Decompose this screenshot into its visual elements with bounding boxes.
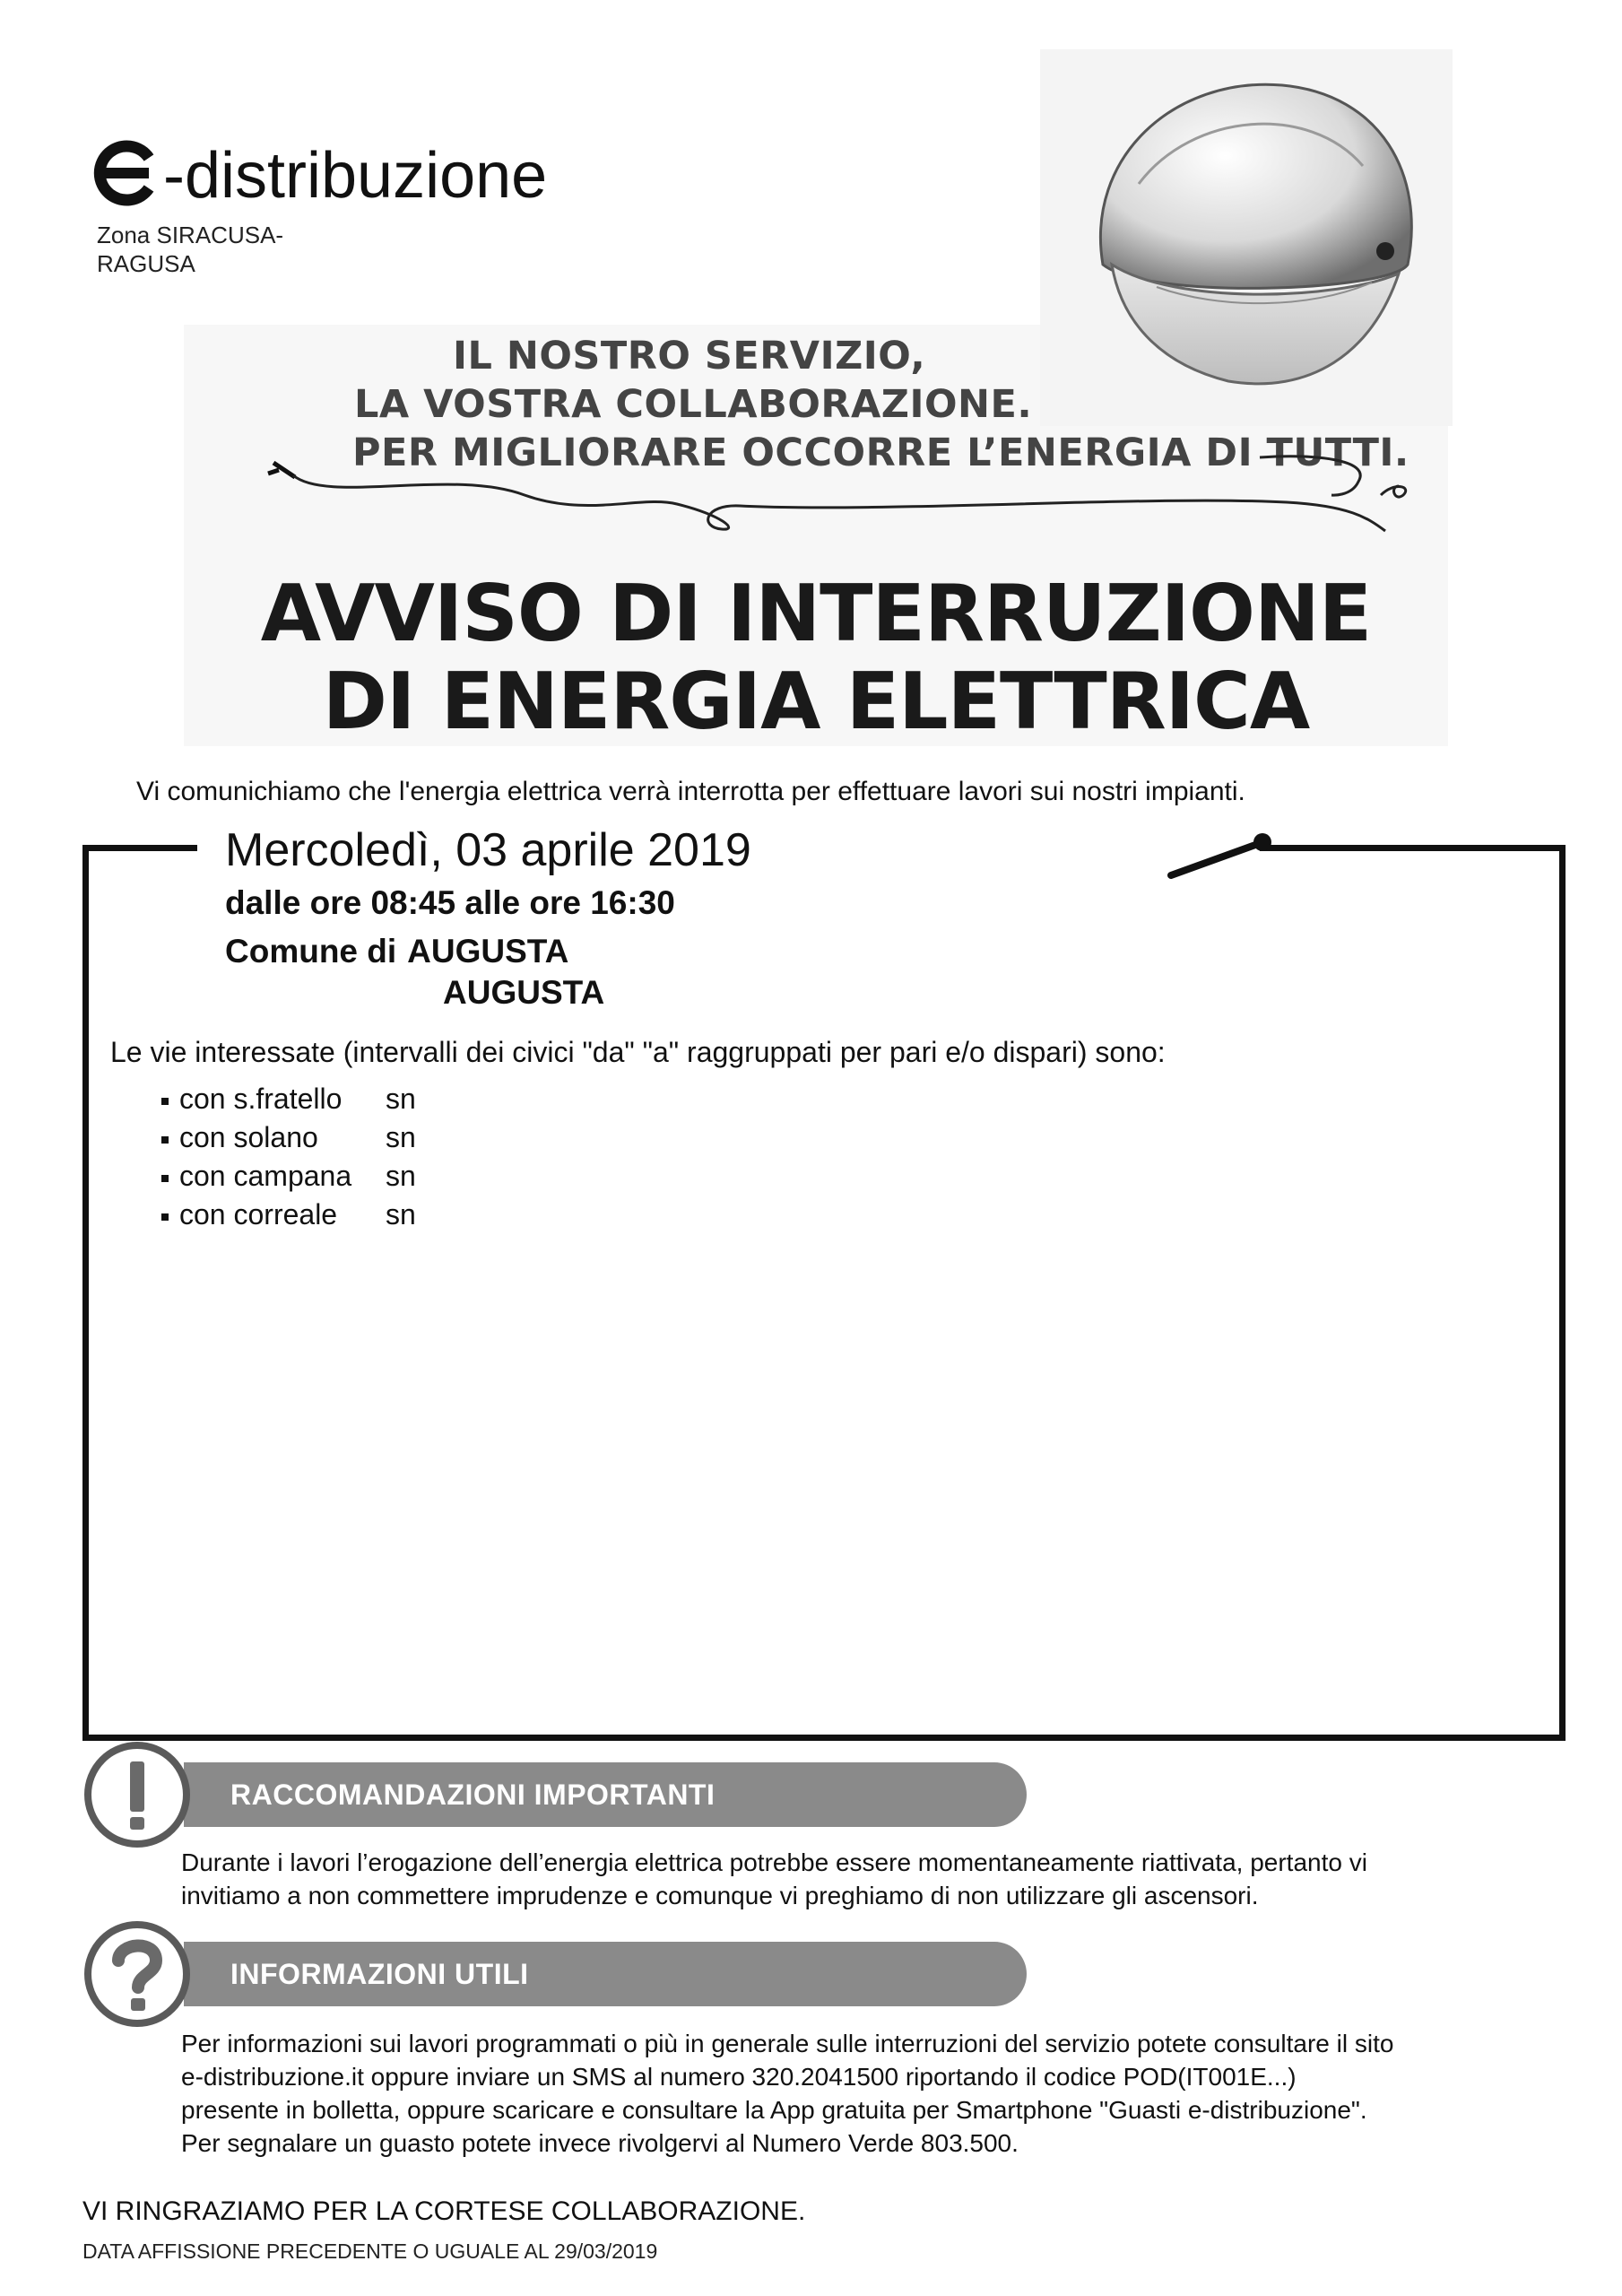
streets-intro: Le vie interessate (intervalli dei civici "da" "a" raggruppati per pari e/o dispari) sono: bbox=[110, 1036, 1166, 1068]
list-item bbox=[161, 1157, 416, 1196]
title-line-2: DI ENERGIA ELETTRICA bbox=[322, 656, 1310, 747]
logo-wordmark: -distribuzione bbox=[163, 140, 548, 212]
tester-probe-icon bbox=[1166, 825, 1291, 888]
recommendations-line-2: invitiamo a non commettere imprudenze e comunque vi preghiamo di non utilizzare gli ascensori. bbox=[181, 1882, 1259, 1909]
info-title: INFORMAZIONI UTILI bbox=[230, 1958, 529, 1990]
list-item bbox=[161, 1080, 416, 1118]
street-name: con correale bbox=[179, 1198, 338, 1231]
thanks-text: VI RINGRAZIAMO PER LA CORTESE COLLABORAZIONE. bbox=[82, 2196, 806, 2226]
frame-top-right bbox=[1260, 845, 1559, 851]
zone-label: Zona SIRACUSA-RAGUSA bbox=[97, 222, 284, 277]
list-item bbox=[161, 1118, 416, 1157]
comune-label: Comune di bbox=[225, 933, 397, 970]
street-civic: sn bbox=[386, 1083, 416, 1115]
info-text bbox=[181, 2027, 1393, 2160]
street-civic: sn bbox=[386, 1198, 416, 1231]
street-name: con solano bbox=[179, 1121, 318, 1153]
comune-value: AUGUSTA bbox=[407, 933, 569, 970]
comune-row bbox=[225, 933, 568, 970]
slogan-line-3: PER MIGLIORARE OCCORRE L’ENERGIA DI TUTTI. bbox=[352, 430, 1409, 475]
notice-frame bbox=[82, 845, 1566, 1741]
streets-list bbox=[161, 1080, 416, 1234]
e-logo-icon bbox=[93, 133, 649, 213]
affix-date: 29/03/2019 bbox=[554, 2239, 658, 2263]
street-civic: sn bbox=[386, 1121, 416, 1153]
street-name: con campana bbox=[179, 1160, 352, 1192]
interruption-date: Mercoledì, 03 aprile 2019 bbox=[225, 824, 751, 876]
recommendations-line-1: Durante i lavori l’erogazione dell’energia elettrica potrebbe essere momentaneamente riattivata, pertanto vi bbox=[181, 1848, 1367, 1876]
safety-helmet-icon bbox=[1040, 49, 1453, 426]
info-line-1: Per informazioni sui lavori programmati o più in generale sulle interruzioni del servizio potete consultare il sito bbox=[181, 2030, 1394, 2057]
list-item bbox=[161, 1196, 416, 1234]
intro-text: Vi comunichiamo che l'energia elettrica verrà interrotta per effettuare lavori sui nostri impianti. bbox=[136, 777, 1245, 806]
recommendations-title: RACCOMANDAZIONI IMPORTANTI bbox=[230, 1779, 716, 1811]
exclamation-icon bbox=[82, 1740, 192, 1849]
info-line-2: e-distribuzione.it oppure inviare un SMS al numero 320.2041500 riportando il codice POD(IT001E...) bbox=[181, 2063, 1297, 2091]
interruption-time: dalle ore 08:45 alle ore 16:30 bbox=[225, 884, 675, 921]
affix-label: DATA AFFISSIONE PRECEDENTE O UGUALE AL bbox=[82, 2239, 549, 2263]
recommendations-text bbox=[181, 1846, 1367, 1912]
street-name: con s.fratello bbox=[179, 1083, 343, 1115]
notice-title bbox=[184, 570, 1448, 745]
info-line-3: presente in bolletta, oppure scaricare e consultare la App gratuita per Smartphone "Guasti e-distribuzione". bbox=[181, 2096, 1367, 2124]
title-line-1: AVVISO DI INTERRUZIONE bbox=[260, 568, 1372, 659]
power-cord-icon bbox=[256, 432, 1448, 540]
question-icon bbox=[82, 1919, 192, 2029]
recommendations-header bbox=[184, 1762, 1027, 1827]
affix-date-row bbox=[82, 2239, 657, 2264]
info-line-4: Per segnalare un guasto potete invece rivolgervi al Numero Verde 803.500. bbox=[181, 2129, 1019, 2157]
brand-logo bbox=[93, 133, 649, 213]
slogan-line-1: IL NOSTRO SERVIZIO, bbox=[453, 334, 926, 378]
info-header bbox=[184, 1942, 1027, 2006]
frame-top-left bbox=[82, 845, 197, 851]
slogan-line-2: LA VOSTRA COLLABORAZIONE. bbox=[354, 382, 1033, 427]
street-civic: sn bbox=[386, 1160, 416, 1192]
localita-value: AUGUSTA bbox=[443, 974, 605, 1011]
